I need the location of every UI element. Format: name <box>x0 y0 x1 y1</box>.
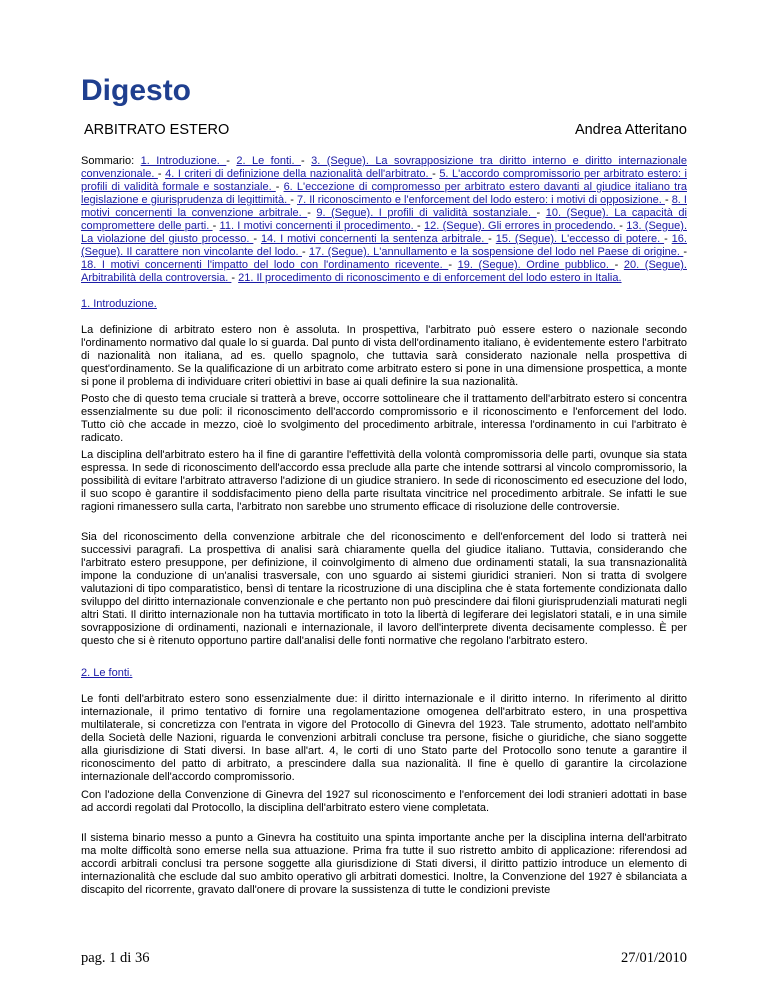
toc-link[interactable]: 9. (Segue). I profili di validità sostanziale. <box>316 207 537 219</box>
paragraph: Il sistema binario messo a punto a Ginevra ha costituito una spinta importante anche per la disciplina interna dell'arbitrato ma molte difficoltà sono emerse nella sua attuazione. Prima fra tutte il suo ristretto ambito di applicazione: riferendosi ad accordi arbitrali conclusi tra persone soggette alla giurisdizione di Stati diversi, il diritto pattizio introduce un elemento di internazionalità che esclude dal suo ambito operativo gli arbitrati domestici. Inoltre, la Convenzione del 1927 è sbilanciata a discapito del ricorrente, gravato dall'onere di provare la sussistenza di tutte le condizioni previste <box>81 832 687 896</box>
toc-link[interactable]: 8. I motivi concernenti la convenzione arbitrale. <box>81 194 687 219</box>
toc-link[interactable]: 14. I motivi concernenti la sentenza arbitrale. <box>260 233 489 245</box>
print-date: 27/01/2010 <box>620 950 687 966</box>
toc-link[interactable]: 19. (Segue). Ordine pubblico. <box>457 259 615 271</box>
author-name: Andrea Atteritano <box>574 122 687 138</box>
toc-link[interactable]: 1. Introduzione. <box>140 155 227 167</box>
section-heading-introduzione[interactable]: 1. Introduzione. <box>81 298 157 310</box>
toc-link[interactable]: 10. (Segue). La capacità di compromettere delle parti. <box>81 207 687 232</box>
paragraph: Con l'adozione della Convenzione di Ginevra del 1927 sul riconoscimento e l'enforcement dei lodi stranieri adottati in base ad accordi regolati dal Protocollo, la disciplina dell'arbitrato estero viene completata. <box>81 789 687 814</box>
toc-link[interactable]: 6. L'eccezione di compromesso per arbitrato estero davanti al giudice italiano tra legislazione e giurisprudenza di legittimità. <box>81 181 687 206</box>
section-title: ARBITRATO ESTERO <box>84 122 230 138</box>
paragraph: Posto che di questo tema cruciale si tratterà a breve, occorre sottolineare che il trattamento dell'arbitrato estero si concentra essenzialmente su due poli: il riconoscimento dell'accordo compromissorio e il riconoscimento e l'enforcement del lodo. Tutto ciò che accade in mezzo, cioè lo svolgimento del procedimento arbitrale, interessa l'ordinamento in cui l'arbitrato è radicato. <box>81 393 687 444</box>
toc-link[interactable]: 20. (Segue). Arbitrabilità della controversia. <box>81 259 687 284</box>
toc-link[interactable]: 16. (Segue). Il carattere non vincolante del lodo. <box>81 233 687 258</box>
digesto-logo: Digesto <box>81 74 192 107</box>
toc-link[interactable]: 21. Il procedimento di riconoscimento e di enforcement del lodo estero in Italia. <box>238 272 622 284</box>
section-heading-fonti[interactable]: 2. Le fonti. <box>81 667 133 679</box>
toc-link[interactable]: 18. I motivi concernenti l'impatto del lodo con l'ordinamento ricevente. <box>81 259 449 271</box>
toc-link[interactable]: 2. Le fonti. <box>236 155 301 167</box>
toc-link[interactable]: 17. (Segue). L'annullamento e la sospensione del lodo nel Paese di origine. <box>308 246 684 258</box>
sommario-label: Sommario: <box>81 155 141 167</box>
toc-link[interactable]: 12. (Segue). Gli errores in procedendo. <box>423 220 620 232</box>
paragraph: La definizione di arbitrato estero non è assoluta. In prospettiva, l'arbitrato può essere estero o nazionale secondo l'ordinamento normativo dal quale lo si guarda. Dal punto di vista dell'ordinamento italiano, è evidentemente estero l'arbitrato di nazionalità non italiana, ad es. quello spagnolo, che tuttavia sarà considerato nazionale nella prospettiva di quest'ordinamento. Se la qualificazione di un arbitrato come arbitrato estero si pone in una dimensione prospettica, a monte si pone il problema di individuare criteri obiettivi in base ai quali definire la sua nazionalità. <box>81 324 687 388</box>
toc-link[interactable]: 3. (Segue). La sovrapposizione tra diritto interno e diritto internazionale convenzionale. <box>81 155 687 180</box>
toc-link[interactable]: 4. I criteri di definizione della nazionalità dell'arbitrato. <box>165 168 433 180</box>
paragraph: La disciplina dell'arbitrato estero ha il fine di garantire l'effettività della volontà compromissoria delle parti, ovunque sia stata espressa. In sede di riconoscimento dell'accordo essa preclude alla parte che intende sottrarsi al vincolo compromissorio, la possibilità di evitare l'arbitrato attraverso l'adizione di un giudice straniero. In sede di riconoscimento ed esecuzione del lodo, il suo scopo è garantire il soddisfacimento pieno della parte risultata vincitrice nel procedimento arbitrale. Se infatti le sue ragioni rimanessero sulla carta, l'arbitrato non sarebbe uno strumento efficace di risoluzione delle controversie. <box>81 449 687 513</box>
toc-link[interactable]: 5. L'accordo compromissorio per arbitrato estero: i profili di validità formale e sostanziale. <box>81 168 687 193</box>
page-number: pag. 1 di 36 <box>81 950 150 966</box>
toc-link[interactable]: 15. (Segue). L'eccesso di potere. <box>495 233 665 245</box>
paragraph: Sia del riconoscimento della convenzione arbitrale che del riconoscimento e dell'enforcement del lodo si tratterà nei successivi paragrafi. La prospettiva di analisi sarà chiaramente quella del giudice italiano. Tuttavia, considerando che l'arbitrato estero presuppone, per definizione, il coinvolgimento di almeno due ordinamenti statali, la sua transnazionalità impone la conduzione di un'analisi trasversale, con uno sguardo ai sistemi giuridici stranieri. Non si tratta di svolgere valutazioni di tipo comparatistico, bensì di tentare la ricostruzione di una disciplina che è stata fortemente condizionata dallo sviluppo del diritto internazionale convenzionale e che pertanto non può prescindere dai filoni giurisprudenziali maturati negli altri Stati. Il diritto internazionale non ha tuttavia mortificato in toto la libertà di legiferare dei legislatori statali, e in una simile sovrapposizione di ordinamenti, nazionali e internazionale, il lavoro dell'interprete diventa decisamente complesso. È per questo che si è ritenuto opportuno partire dall'analisi delle fonti normative che regolano l'arbitrato estero. <box>81 531 687 647</box>
paragraph: Le fonti dell'arbitrato estero sono essenzialmente due: il diritto internazionale e il diritto interno. In riferimento al diritto internazionale, il primo tentativo di fornire una regolamentazione omogenea dell'arbitrato estero, in una prospettiva multilaterale, si concretizza con l'entrata in vigore del Protocollo di Ginevra del 1923. Tale strumento, adottato nell'ambito della Società delle Nazioni, riguarda le convenzioni arbitrali concluse tra persone, fisiche o giuridiche, che siano soggette alla giurisdizione di Stati diversi. In base all'art. 4, le corti di uno Stato parte del Protocollo sono tenute a garantire il riconoscimento del patto di arbitrato, a prescindere dalla sua nazionalità. Il fine è quello di garantire la circolazione internazionale dell'accordo compromissorio. <box>81 693 687 783</box>
toc-link[interactable]: 7. Il riconoscimento e l'enforcement del lodo estero: i motivi di opposizione. <box>296 194 665 206</box>
sommario: Sommario: 1. Introduzione. - 2. Le fonti. - 3. (Segue). La sovrapposizione tra diritto interno e diritto internazionale convenzionale. - 4. I criteri di definizione della nazionalità dell'arbitrato. - 5. L'accordo compromissorio per arbitrato estero: i profili di validità formale e sostanziale. - 6. L'eccezione di compromesso per arbitrato estero davanti al giudice italiano tra legislazione e giurisprudenza di legittimità. - 7. Il riconoscimento e l'enforcement del lodo estero: i motivi di opposizione. - 8. I motivi concernenti la convenzione arbitrale. - 9. (Segue). I profili di validità sostanziale. - 10. (Segue). La capacità di compromettere delle parti. - 11. I motivi concernenti il procedimento. - 12. (Segue). Gli errores in procedendo. - 13. (Segue). La violazione del giusto processo. - 14. I motivi concernenti la sentenza arbitrale. - 15. (Segue). L'eccesso di potere. - 16. (Segue). Il carattere non vincolante del lodo. - 17. (Segue). L'annullamento e la sospensione del lodo nel Paese di origine. - 18. I motivi concernenti l'impatto del lodo con l'ordinamento ricevente. - 19. (Segue). Ordine pubblico. - 20. (Segue). Arbitrabilità della controversia. - 21. Il procedimento di riconoscimento e di enforcement del lodo estero in Italia. <box>81 155 687 284</box>
toc-link[interactable]: 11. I motivi concernenti il procedimento. <box>219 220 418 232</box>
toc-link[interactable]: 13. (Segue). La violazione del giusto processo. <box>81 220 687 245</box>
